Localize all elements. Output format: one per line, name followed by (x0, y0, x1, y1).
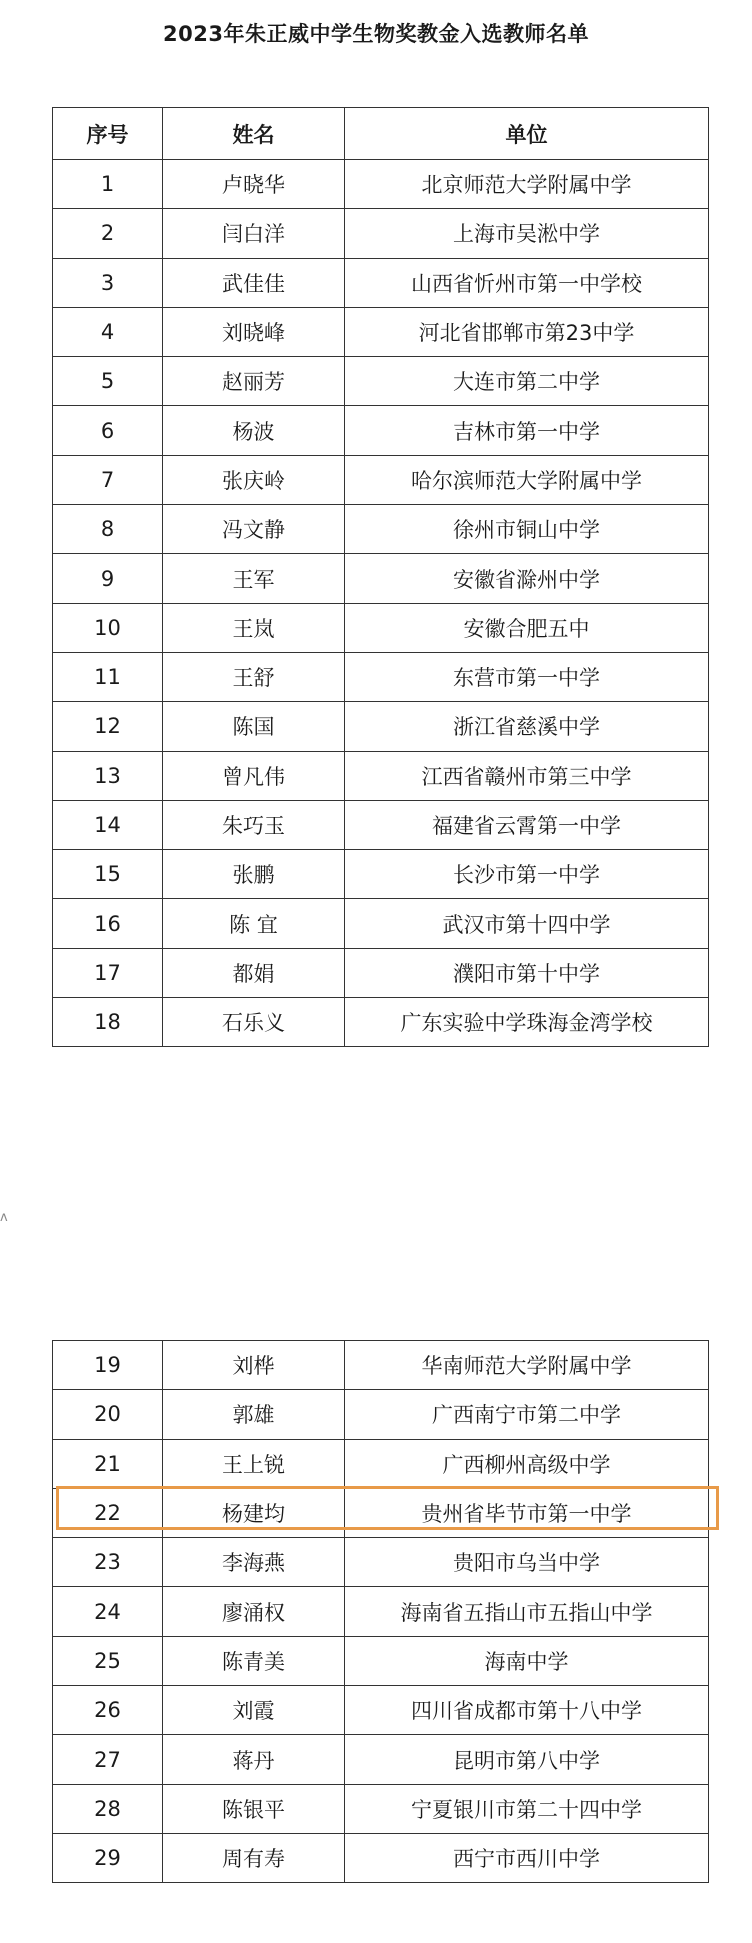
cell-unit: 河北省邯郸市第23中学 (345, 307, 709, 356)
table-row (53, 505, 709, 554)
table-row (53, 603, 709, 652)
roster-table-top (52, 107, 709, 1047)
table-row (53, 258, 709, 307)
cell-unit: 山西省忻州市第一中学校 (345, 258, 709, 307)
cell-name: 陈 宜 (163, 899, 345, 948)
table-row (53, 307, 709, 356)
table-row (53, 948, 709, 997)
table-row (53, 800, 709, 849)
cell-unit: 上海市吴淞中学 (345, 209, 709, 258)
cell-number: 3 (53, 258, 163, 307)
table-row (53, 1636, 709, 1685)
cell-name: 李海燕 (163, 1538, 345, 1587)
cell-name: 杨建均 (163, 1488, 345, 1537)
cell-unit: 北京师范大学附属中学 (345, 160, 709, 209)
cell-unit: 西宁市西川中学 (345, 1833, 709, 1882)
column-header-name: 姓名 (163, 108, 345, 160)
cell-number: 17 (53, 948, 163, 997)
cell-number: 13 (53, 751, 163, 800)
cell-unit: 华南师范大学附属中学 (345, 1341, 709, 1390)
table-row (53, 1538, 709, 1587)
cell-name: 王军 (163, 554, 345, 603)
table-row (53, 209, 709, 258)
cell-unit: 哈尔滨师范大学附属中学 (345, 455, 709, 504)
cell-name: 陈国 (163, 702, 345, 751)
cell-unit: 四川省成都市第十八中学 (345, 1686, 709, 1735)
cell-number: 2 (53, 209, 163, 258)
cell-number: 6 (53, 406, 163, 455)
table-header-row (53, 108, 709, 160)
cell-unit: 广西南宁市第二中学 (345, 1390, 709, 1439)
cell-unit: 安徽合肥五中 (345, 603, 709, 652)
cell-unit: 武汉市第十四中学 (345, 899, 709, 948)
cell-name: 陈青美 (163, 1636, 345, 1685)
cell-name: 陈银平 (163, 1784, 345, 1833)
cell-name: 周有寿 (163, 1833, 345, 1882)
table-row (53, 357, 709, 406)
table-row (53, 998, 709, 1047)
cell-name: 卢晓华 (163, 160, 345, 209)
cell-unit: 贵阳市乌当中学 (345, 1538, 709, 1587)
table-row (53, 899, 709, 948)
cell-number: 24 (53, 1587, 163, 1636)
cell-name: 廖涌权 (163, 1587, 345, 1636)
cell-number: 22 (53, 1488, 163, 1537)
cell-number: 25 (53, 1636, 163, 1685)
table-row (53, 850, 709, 899)
cell-unit: 福建省云霄第一中学 (345, 800, 709, 849)
cell-name: 张庆岭 (163, 455, 345, 504)
cell-name: 闫白洋 (163, 209, 345, 258)
cell-unit: 安徽省滁州中学 (345, 554, 709, 603)
cell-name: 朱巧玉 (163, 800, 345, 849)
table-row (53, 702, 709, 751)
cell-unit: 江西省赣州市第三中学 (345, 751, 709, 800)
cell-number: 28 (53, 1784, 163, 1833)
cell-number: 27 (53, 1735, 163, 1784)
table-row (53, 160, 709, 209)
cell-number: 11 (53, 652, 163, 701)
table-row (53, 652, 709, 701)
cell-unit: 大连市第二中学 (345, 357, 709, 406)
cell-number: 7 (53, 455, 163, 504)
table-row (53, 554, 709, 603)
cell-unit: 昆明市第八中学 (345, 1735, 709, 1784)
roster-table-bottom (52, 1340, 709, 1883)
table-row (53, 1341, 709, 1390)
cell-unit: 海南中学 (345, 1636, 709, 1685)
cell-name: 赵丽芳 (163, 357, 345, 406)
cell-unit: 广西柳州高级中学 (345, 1439, 709, 1488)
cell-name: 张鹏 (163, 850, 345, 899)
cell-number: 16 (53, 899, 163, 948)
table-row (53, 751, 709, 800)
cell-number: 18 (53, 998, 163, 1047)
table-row (53, 1833, 709, 1882)
cell-number: 14 (53, 800, 163, 849)
table-row (53, 1587, 709, 1636)
cell-number: 19 (53, 1341, 163, 1390)
cell-unit: 吉林市第一中学 (345, 406, 709, 455)
cell-name: 冯文静 (163, 505, 345, 554)
cell-name: 曾凡伟 (163, 751, 345, 800)
cell-name: 刘晓峰 (163, 307, 345, 356)
cell-number: 8 (53, 505, 163, 554)
column-header-number: 序号 (53, 108, 163, 160)
cell-number: 9 (53, 554, 163, 603)
stray-mark: ʌ (0, 1210, 8, 1225)
cell-name: 都娟 (163, 948, 345, 997)
cell-number: 4 (53, 307, 163, 356)
cell-number: 20 (53, 1390, 163, 1439)
cell-unit: 浙江省慈溪中学 (345, 702, 709, 751)
table-row (53, 1439, 709, 1488)
page-title: 2023年朱正威中学生物奖教金入选教师名单 (163, 22, 589, 46)
cell-number: 15 (53, 850, 163, 899)
cell-number: 23 (53, 1538, 163, 1587)
cell-number: 21 (53, 1439, 163, 1488)
table-row (53, 455, 709, 504)
cell-unit: 徐州市铜山中学 (345, 505, 709, 554)
cell-number: 10 (53, 603, 163, 652)
table-row (53, 1390, 709, 1439)
cell-name: 王上锐 (163, 1439, 345, 1488)
table-row (53, 406, 709, 455)
cell-name: 石乐义 (163, 998, 345, 1047)
cell-unit: 东营市第一中学 (345, 652, 709, 701)
table-row (53, 1735, 709, 1784)
cell-unit: 长沙市第一中学 (345, 850, 709, 899)
table-row (53, 1686, 709, 1735)
cell-name: 蒋丹 (163, 1735, 345, 1784)
cell-number: 12 (53, 702, 163, 751)
cell-number: 5 (53, 357, 163, 406)
cell-name: 王岚 (163, 603, 345, 652)
cell-unit: 宁夏银川市第二十四中学 (345, 1784, 709, 1833)
cell-unit: 濮阳市第十中学 (345, 948, 709, 997)
cell-name: 刘霞 (163, 1686, 345, 1735)
cell-unit: 海南省五指山市五指山中学 (345, 1587, 709, 1636)
cell-name: 武佳佳 (163, 258, 345, 307)
cell-name: 杨波 (163, 406, 345, 455)
column-header-unit: 单位 (345, 108, 709, 160)
cell-name: 王舒 (163, 652, 345, 701)
cell-number: 26 (53, 1686, 163, 1735)
table-row (53, 1488, 709, 1537)
cell-number: 29 (53, 1833, 163, 1882)
cell-name: 刘桦 (163, 1341, 345, 1390)
cell-number: 1 (53, 160, 163, 209)
cell-name: 郭雄 (163, 1390, 345, 1439)
table-row (53, 1784, 709, 1833)
cell-unit: 贵州省毕节市第一中学 (345, 1488, 709, 1537)
cell-unit: 广东实验中学珠海金湾学校 (345, 998, 709, 1047)
